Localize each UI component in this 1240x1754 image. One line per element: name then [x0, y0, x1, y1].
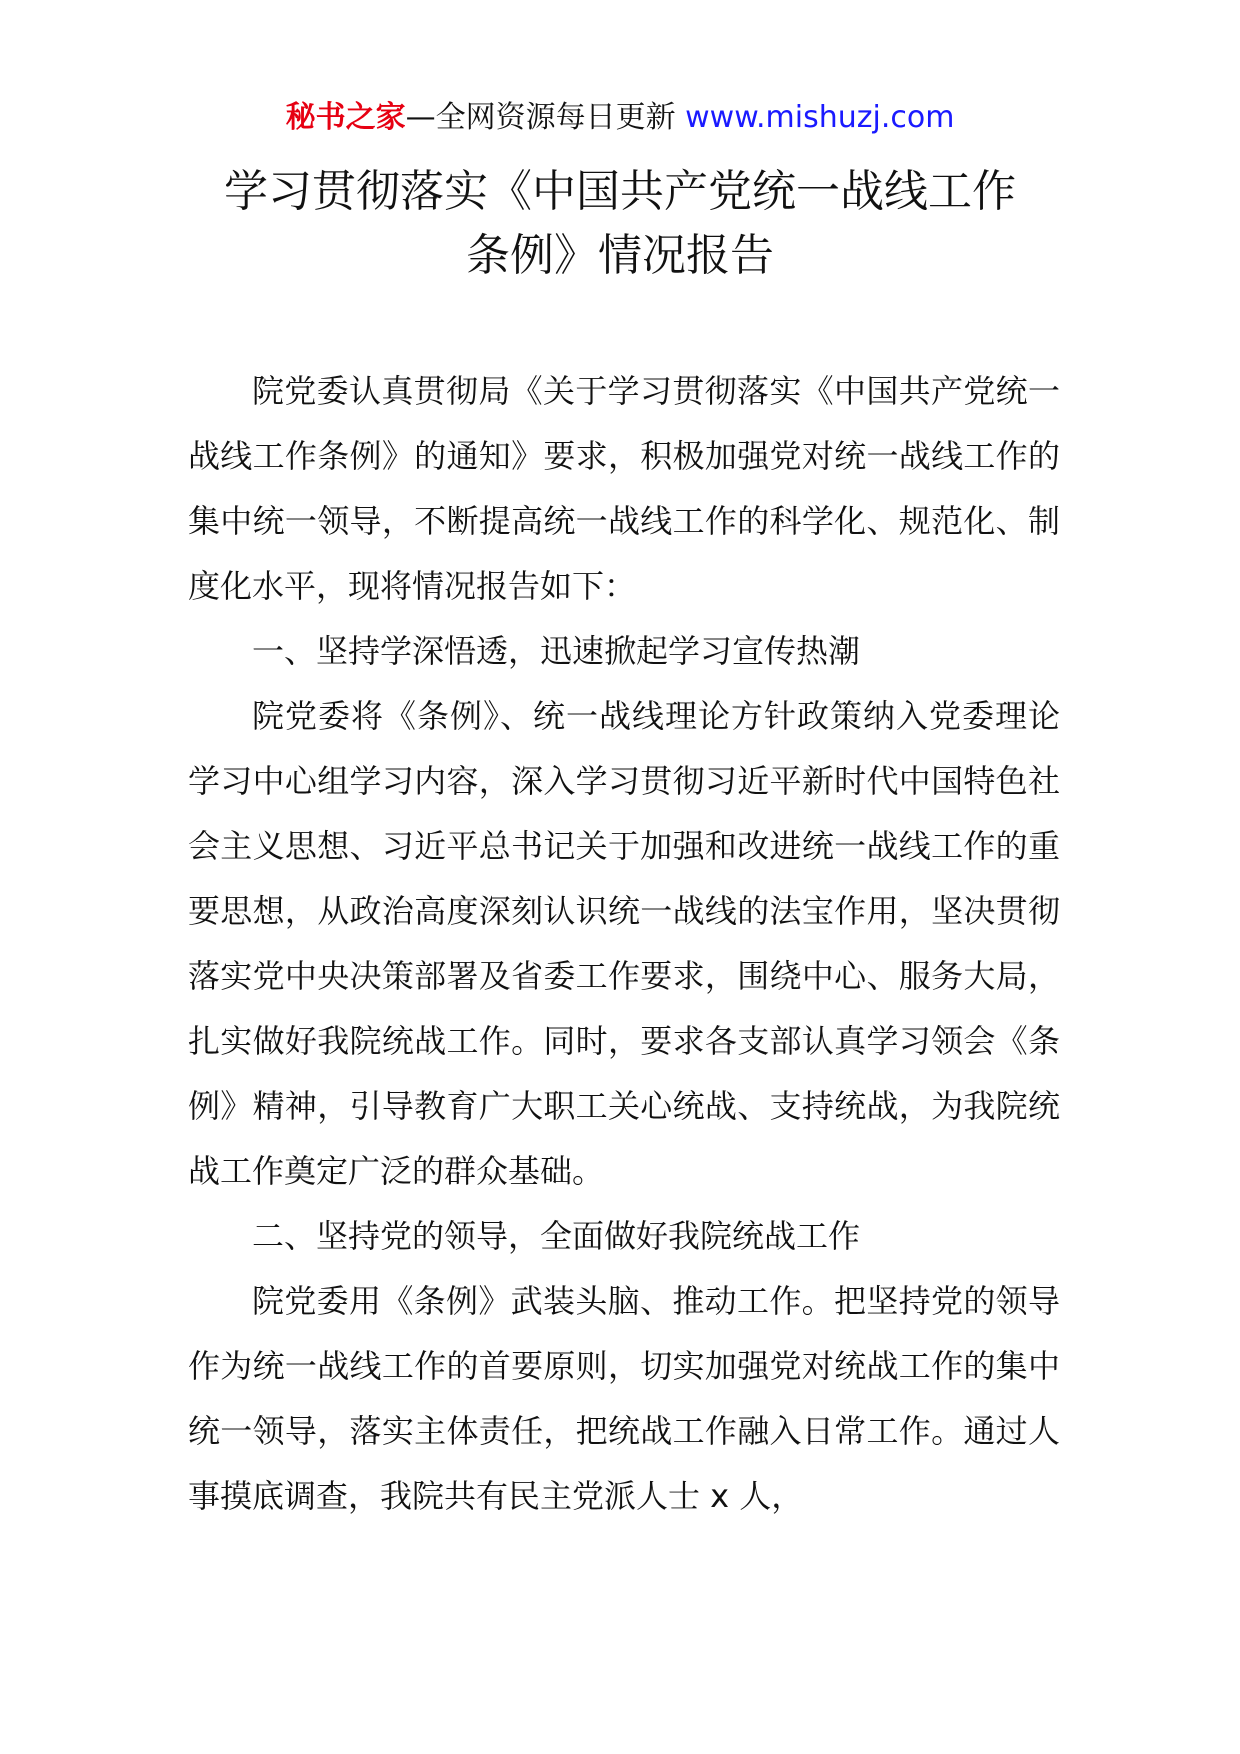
title-line-2: 条例》情况报告 [466, 230, 774, 281]
section-2-paragraph: 院党委用《条例》武装头脑、推动工作。把坚持党的领导作为统一战线工作的首要原则，切实加强党对统战工作的集中统一领导，落实主体责任，把统战工作融入日常工作。通过人事摸底调查，我院共有民主党派人士 x 人， [188, 1282, 1060, 1515]
section-1-paragraph: 院党委将《条例》、统一战线理论方针政策纳入党委理论学习中心组学习内容，深入学习贯彻习近平新时代中国特色社会主义思想、习近平总书记关于加强和改进统一战线工作的重要思想，从政治高度深刻认识统一战线的法宝作用，坚决贯彻落实党中央决策部署及省委工作要求，围绕中心、服务大局，扎实做好我院统战工作。同时，要求各支部认真学习领会《条例》精神，引导教育广大职工关心统战、支持统战，为我院统战工作奠定广泛的群众基础。 [188, 697, 1060, 1190]
document-body [188, 359, 1060, 1529]
title-line-1: 学习贯彻落实《中国共产党统一战线工作 [224, 166, 1016, 217]
document-title [0, 160, 1240, 288]
section-heading-1: 一、坚持学深悟透，迅速掀起学习宣传热潮 [252, 632, 861, 670]
site-url-link[interactable]: www.mishuzj.com [685, 100, 955, 135]
header-tagline: —全网资源每日更新 [405, 100, 686, 135]
section-heading-2: 二、坚持党的领导，全面做好我院统战工作 [252, 1217, 861, 1255]
brand-name: 秘书之家 [285, 100, 406, 135]
site-header [0, 98, 1240, 138]
intro-paragraph: 院党委认真贯彻局《关于学习贯彻落实《中国共产党统一战线工作条例》的通知》要求，积极加强党对统一战线工作的集中统一领导，不断提高统一战线工作的科学化、规范化、制度化水平，现将情况报告如下： [188, 372, 1060, 605]
